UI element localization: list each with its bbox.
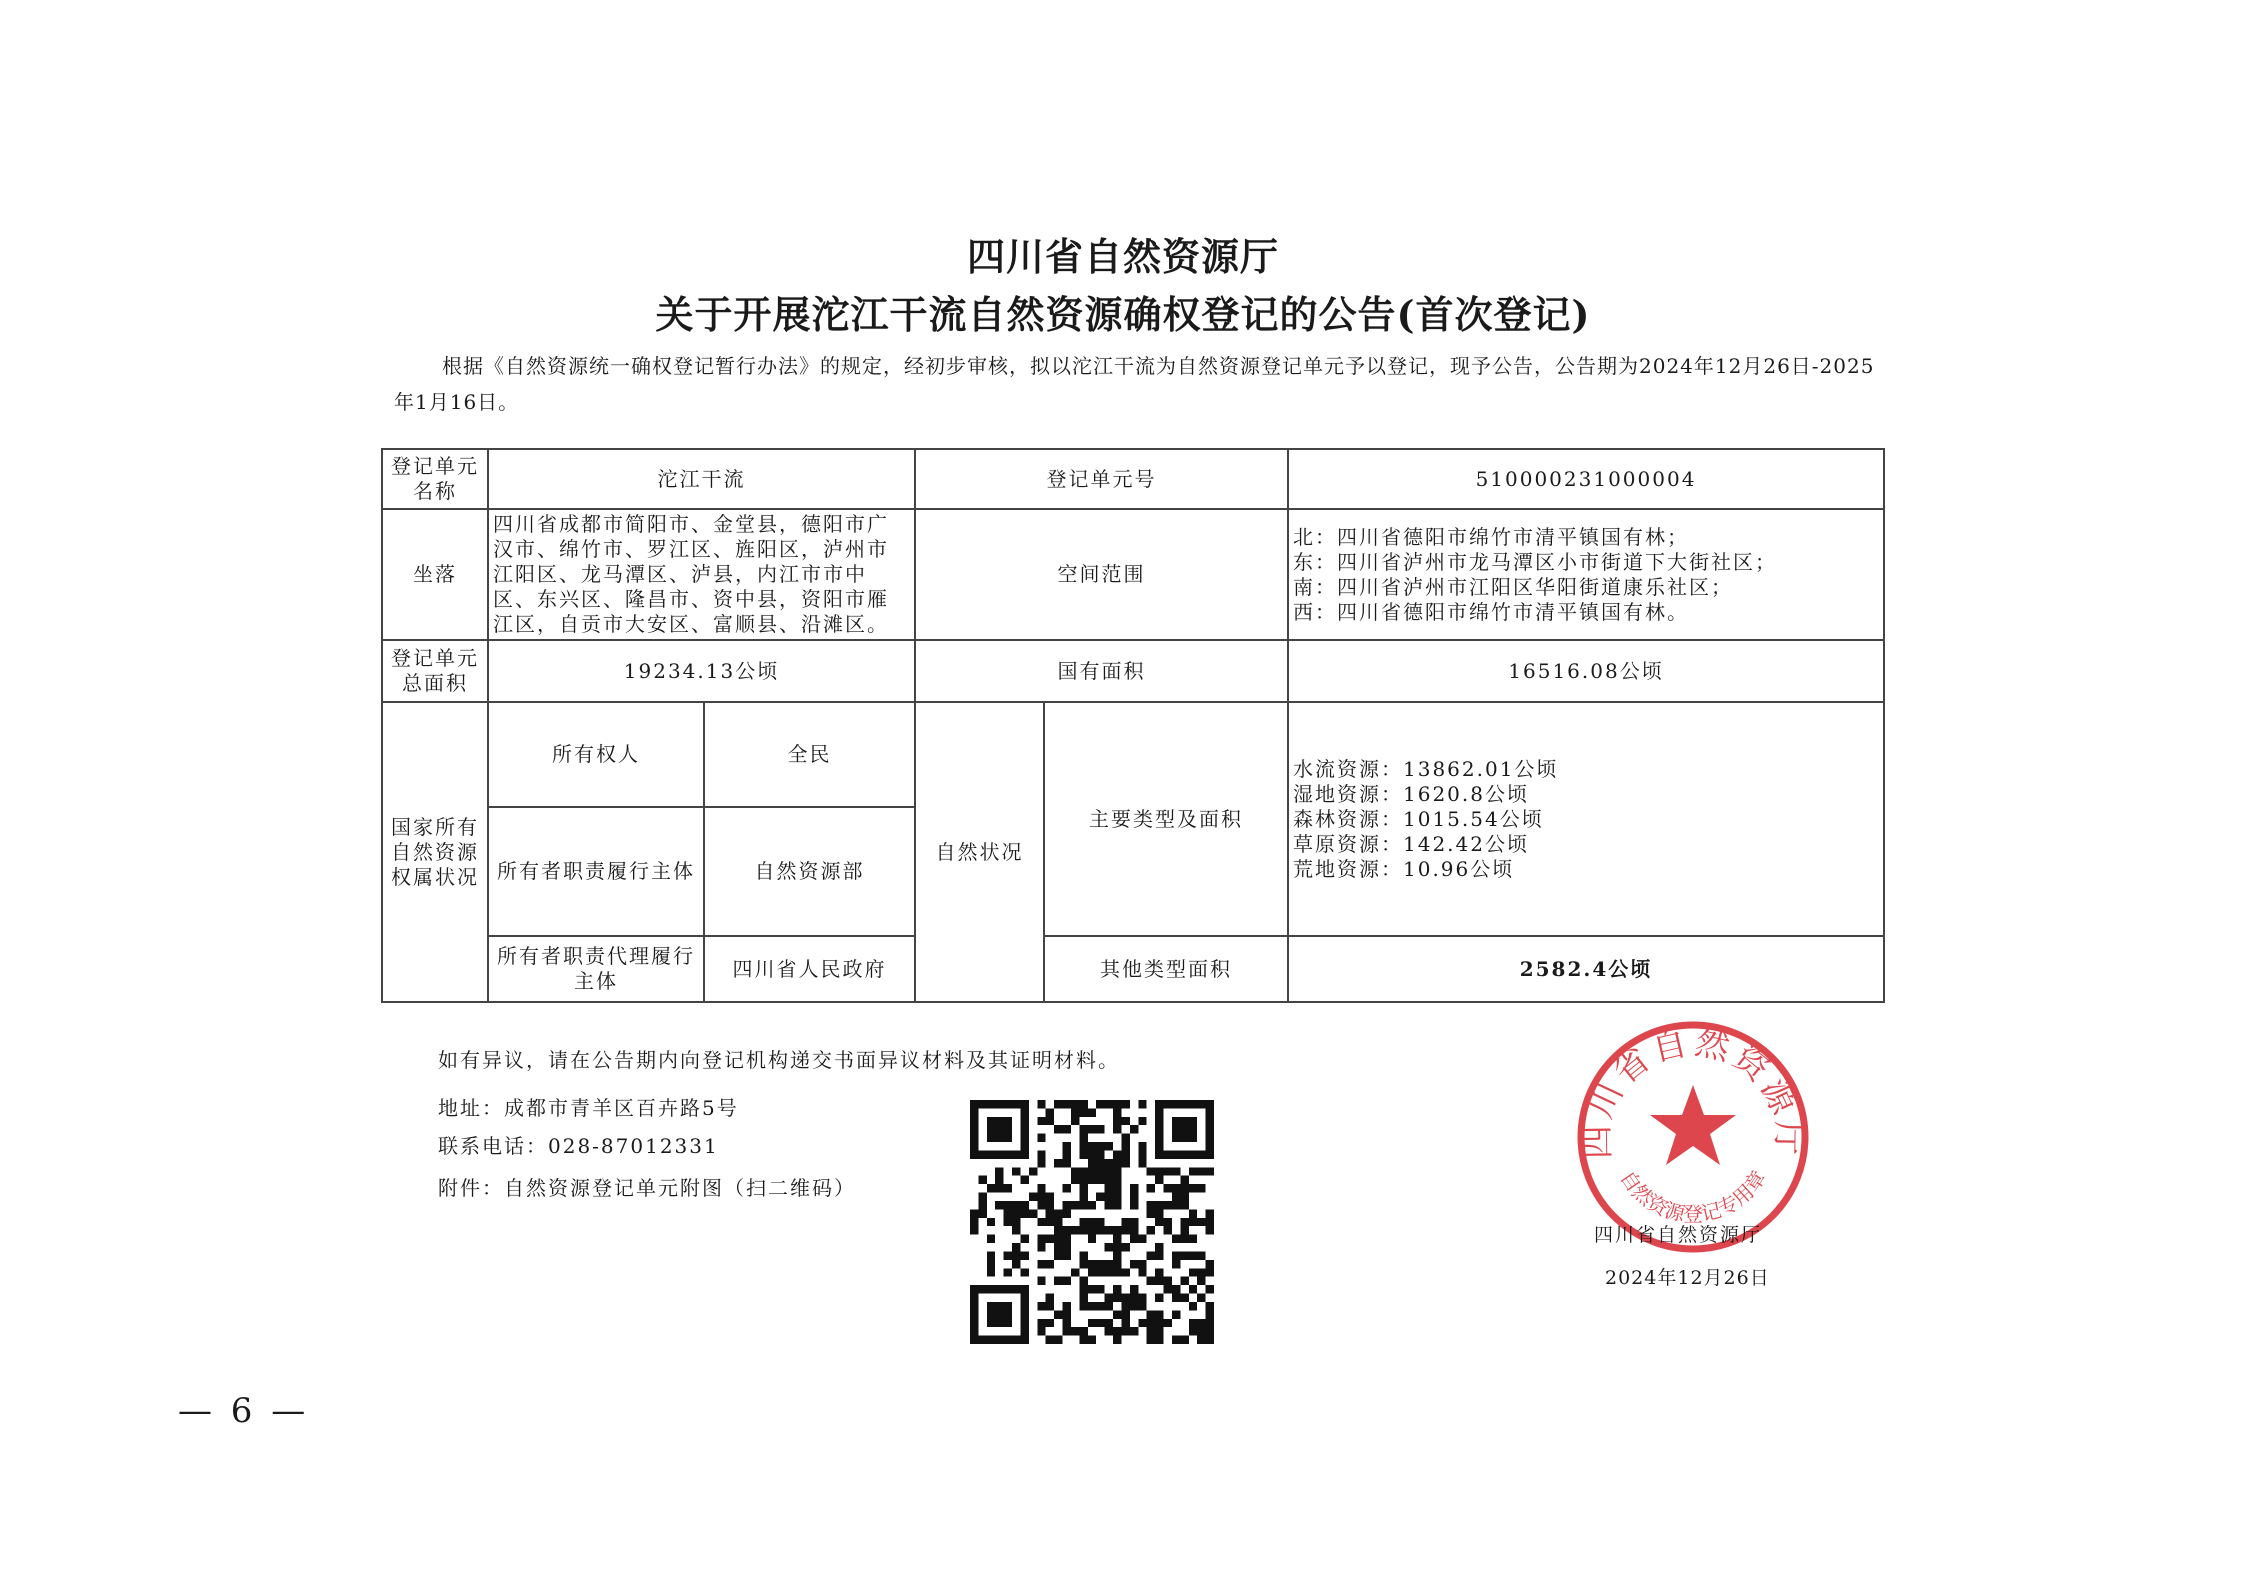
- space-east: 东：四川省泸州市龙马潭区小市街道下大街社区；: [1293, 549, 1777, 574]
- unit-name-value: 沱江干流: [488, 449, 915, 509]
- agent-value: 四川省人民政府: [704, 936, 915, 1002]
- agent-label: 所有者职责代理履行主体: [488, 936, 704, 1002]
- state-area-label: 国有面积: [915, 640, 1288, 702]
- space-north: 北：四川省德阳市绵竹市清平镇国有林；: [1293, 524, 1689, 549]
- registration-table: [381, 448, 1885, 1003]
- total-area-value: 19234.13公顷: [488, 640, 915, 702]
- svg-text:自然资源登记专用章: [1615, 1166, 1770, 1226]
- sign-date: 2024年12月26日: [1605, 1267, 1770, 1289]
- qr-code-icon[interactable]: [962, 1100, 1222, 1344]
- main-type-forest: 森林资源：1015.54公顷: [1293, 806, 1544, 831]
- main-type-wasteland: 荒地资源：10.96公顷: [1293, 856, 1515, 881]
- title-line1: 四川省自然资源厅: [966, 234, 1279, 279]
- total-area-label: 登记单元总面积: [382, 640, 488, 702]
- duty-value: 自然资源部: [704, 807, 915, 936]
- space-south: 南：四川省泸州市江阳区华阳街道康乐社区；: [1293, 574, 1733, 599]
- attachment-note: 附件：自然资源登记单元附图（扫二维码）: [438, 1176, 856, 1200]
- seal-subtext: 自然资源登记专用章: [1615, 1166, 1771, 1227]
- owner-value: 全民: [704, 702, 915, 807]
- unit-no-value: 510000231000004: [1288, 449, 1884, 509]
- main-type-water: 水流资源：13862.01公顷: [1293, 756, 1559, 781]
- other-type-label: 其他类型面积: [1044, 936, 1288, 1002]
- page-number: — 6 —: [178, 1391, 310, 1431]
- location-value: 四川省成都市简阳市、金堂县，德阳市广汉市、绵竹市、罗江区、旌阳区，泸州市江阳区、龙马潭区、泸县，内江市市中区、东兴区、隆昌市、资中县，资阳市雁江区，自贡市大安区、富顺县、沿滩区。: [488, 509, 915, 640]
- address: 地址：成都市青羊区百卉路5号: [438, 1096, 739, 1120]
- space-label: 空间范围: [915, 509, 1288, 640]
- main-types-value: [1288, 702, 1884, 936]
- main-type-grassland: 草原资源：142.42公顷: [1293, 831, 1529, 856]
- objection-note: 如有异议，请在公告期内向登记机构递交书面异议材料及其证明材料。: [438, 1048, 1120, 1072]
- location-label: 坐落: [382, 509, 488, 640]
- nature-label: 自然状况: [915, 702, 1044, 1002]
- state-area-value: 16516.08公顷: [1288, 640, 1884, 702]
- seal-text: 四川省自然资源厅: [1577, 1022, 1809, 1160]
- space-west: 西：四川省德阳市绵竹市清平镇国有林。: [1293, 599, 1689, 624]
- unit-name-label: 登记单元名称: [382, 449, 488, 509]
- space-value: [1288, 509, 1884, 640]
- signer: 四川省自然资源厅: [1594, 1224, 1763, 1246]
- title-line2: 关于开展沱江干流自然资源确权登记的公告(首次登记): [655, 292, 1591, 337]
- intro-paragraph: 根据《自然资源统一确权登记暂行办法》的规定，经初步审核，拟以沱江干流为自然资源登记单元予以登记，现予公告，公告期为2024年12月26日-2025年1月16日。: [394, 354, 1875, 414]
- owner-label: 所有权人: [488, 702, 704, 807]
- main-type-wetland: 湿地资源：1620.8公顷: [1293, 781, 1529, 806]
- unit-no-label: 登记单元号: [915, 449, 1288, 509]
- ownership-label: 国家所有自然资源权属状况: [382, 702, 488, 1002]
- other-area-value: 2582.4公顷: [1288, 936, 1884, 1002]
- duty-label: 所有者职责履行主体: [488, 807, 704, 936]
- main-type-label: 主要类型及面积: [1044, 702, 1288, 936]
- phone: 联系电话：028-87012331: [438, 1134, 719, 1158]
